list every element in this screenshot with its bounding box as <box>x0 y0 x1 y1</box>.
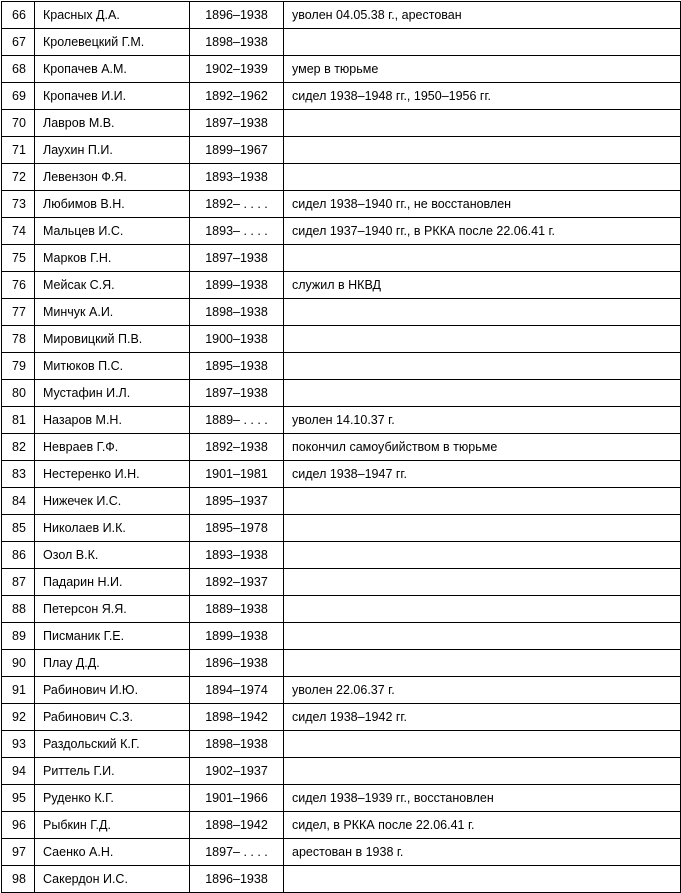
person-name-cell: Рабинович И.Ю. <box>35 677 190 704</box>
note-cell <box>284 731 681 758</box>
table-row <box>2 164 681 191</box>
note-cell: уволен 04.05.38 г., арестован <box>284 2 681 29</box>
life-years-cell: 1898–1942 <box>190 704 284 731</box>
row-number-cell: 91 <box>2 677 35 704</box>
note-cell: сидел 1938–1940 гг., не восстановлен <box>284 191 681 218</box>
person-name-cell: Митюков П.С. <box>35 353 190 380</box>
row-number-cell: 66 <box>2 2 35 29</box>
table-row <box>2 812 681 839</box>
table-row <box>2 866 681 893</box>
person-name-cell: Плау Д.Д. <box>35 650 190 677</box>
person-name-cell: Кропачев А.М. <box>35 56 190 83</box>
life-years-cell: 1897–1938 <box>190 380 284 407</box>
table-row <box>2 299 681 326</box>
note-cell: сидел 1938–1942 гг. <box>284 704 681 731</box>
row-number-cell: 74 <box>2 218 35 245</box>
life-years-cell: 1898–1938 <box>190 731 284 758</box>
table-row <box>2 353 681 380</box>
person-name-cell: Левензон Ф.Я. <box>35 164 190 191</box>
life-years-cell: 1899–1938 <box>190 272 284 299</box>
row-number-cell: 82 <box>2 434 35 461</box>
row-number-cell: 92 <box>2 704 35 731</box>
note-cell: умер в тюрьме <box>284 56 681 83</box>
table-body <box>2 2 681 893</box>
person-name-cell: Мейсак С.Я. <box>35 272 190 299</box>
person-name-cell: Мальцев И.С. <box>35 218 190 245</box>
note-cell: сидел 1938–1939 гг., восстановлен <box>284 785 681 812</box>
note-cell <box>284 542 681 569</box>
life-years-cell: 1892–1938 <box>190 434 284 461</box>
note-cell: сидел 1938–1947 гг. <box>284 461 681 488</box>
note-cell: сидел 1937–1940 гг., в РККА после 22.06.41 г. <box>284 218 681 245</box>
life-years-cell: 1893– . . . . <box>190 218 284 245</box>
note-cell: уволен 14.10.37 г. <box>284 407 681 434</box>
row-number-cell: 83 <box>2 461 35 488</box>
person-name-cell: Сакердон И.С. <box>35 866 190 893</box>
life-years-cell: 1896–1938 <box>190 2 284 29</box>
person-name-cell: Назаров М.Н. <box>35 407 190 434</box>
table-row <box>2 326 681 353</box>
person-name-cell: Николаев И.К. <box>35 515 190 542</box>
table-row <box>2 83 681 110</box>
row-number-cell: 72 <box>2 164 35 191</box>
life-years-cell: 1899–1938 <box>190 623 284 650</box>
table-row <box>2 515 681 542</box>
life-years-cell: 1896–1938 <box>190 866 284 893</box>
life-years-cell: 1892–1937 <box>190 569 284 596</box>
person-name-cell: Руденко К.Г. <box>35 785 190 812</box>
row-number-cell: 96 <box>2 812 35 839</box>
note-cell <box>284 29 681 56</box>
table-row <box>2 29 681 56</box>
table-row <box>2 731 681 758</box>
note-cell <box>284 596 681 623</box>
table-row <box>2 191 681 218</box>
row-number-cell: 85 <box>2 515 35 542</box>
life-years-cell: 1897– . . . . <box>190 839 284 866</box>
life-years-cell: 1898–1938 <box>190 299 284 326</box>
note-cell <box>284 623 681 650</box>
row-number-cell: 84 <box>2 488 35 515</box>
row-number-cell: 88 <box>2 596 35 623</box>
person-name-cell: Петерсон Я.Я. <box>35 596 190 623</box>
person-name-cell: Саенко А.Н. <box>35 839 190 866</box>
table-row <box>2 488 681 515</box>
note-cell: сидел 1938–1948 гг., 1950–1956 гг. <box>284 83 681 110</box>
table-row <box>2 542 681 569</box>
row-number-cell: 73 <box>2 191 35 218</box>
life-years-cell: 1902–1939 <box>190 56 284 83</box>
table-row <box>2 623 681 650</box>
note-cell <box>284 164 681 191</box>
row-number-cell: 68 <box>2 56 35 83</box>
person-name-cell: Нестеренко И.Н. <box>35 461 190 488</box>
table-row <box>2 758 681 785</box>
person-name-cell: Кропачев И.И. <box>35 83 190 110</box>
table-row <box>2 380 681 407</box>
life-years-cell: 1889– . . . . <box>190 407 284 434</box>
person-name-cell: Красных Д.А. <box>35 2 190 29</box>
person-name-cell: Риттель Г.И. <box>35 758 190 785</box>
note-cell <box>284 353 681 380</box>
life-years-cell: 1893–1938 <box>190 542 284 569</box>
note-cell: служил в НКВД <box>284 272 681 299</box>
person-name-cell: Нижечек И.С. <box>35 488 190 515</box>
note-cell <box>284 110 681 137</box>
note-cell <box>284 299 681 326</box>
note-cell <box>284 758 681 785</box>
table-row <box>2 137 681 164</box>
note-cell <box>284 326 681 353</box>
person-name-cell: Падарин Н.И. <box>35 569 190 596</box>
row-number-cell: 80 <box>2 380 35 407</box>
person-name-cell: Невраев Г.Ф. <box>35 434 190 461</box>
life-years-cell: 1889–1938 <box>190 596 284 623</box>
life-years-cell: 1895–1938 <box>190 353 284 380</box>
life-years-cell: 1902–1937 <box>190 758 284 785</box>
person-name-cell: Мировицкий П.В. <box>35 326 190 353</box>
table-row <box>2 785 681 812</box>
table-row <box>2 272 681 299</box>
note-cell <box>284 569 681 596</box>
row-number-cell: 89 <box>2 623 35 650</box>
person-name-cell: Минчук А.И. <box>35 299 190 326</box>
note-cell: арестован в 1938 г. <box>284 839 681 866</box>
person-name-cell: Озол В.К. <box>35 542 190 569</box>
row-number-cell: 78 <box>2 326 35 353</box>
table-row <box>2 704 681 731</box>
row-number-cell: 75 <box>2 245 35 272</box>
note-cell <box>284 866 681 893</box>
person-name-cell: Лаухин П.И. <box>35 137 190 164</box>
table-row <box>2 56 681 83</box>
life-years-cell: 1896–1938 <box>190 650 284 677</box>
life-years-cell: 1900–1938 <box>190 326 284 353</box>
life-years-cell: 1901–1966 <box>190 785 284 812</box>
row-number-cell: 98 <box>2 866 35 893</box>
note-cell <box>284 245 681 272</box>
life-years-cell: 1898–1938 <box>190 29 284 56</box>
person-name-cell: Рабинович С.З. <box>35 704 190 731</box>
row-number-cell: 67 <box>2 29 35 56</box>
table-row <box>2 407 681 434</box>
table-row <box>2 110 681 137</box>
row-number-cell: 77 <box>2 299 35 326</box>
life-years-cell: 1892–1962 <box>190 83 284 110</box>
row-number-cell: 97 <box>2 839 35 866</box>
person-name-cell: Мустафин И.Л. <box>35 380 190 407</box>
life-years-cell: 1895–1978 <box>190 515 284 542</box>
personnel-table <box>1 1 681 893</box>
table-row <box>2 461 681 488</box>
note-cell <box>284 488 681 515</box>
table-row <box>2 677 681 704</box>
table-row <box>2 839 681 866</box>
note-cell <box>284 515 681 542</box>
table-row <box>2 2 681 29</box>
person-name-cell: Кролевецкий Г.М. <box>35 29 190 56</box>
row-number-cell: 94 <box>2 758 35 785</box>
person-name-cell: Марков Г.Н. <box>35 245 190 272</box>
table-row <box>2 650 681 677</box>
row-number-cell: 93 <box>2 731 35 758</box>
table-row <box>2 596 681 623</box>
table-row <box>2 245 681 272</box>
person-name-cell: Рыбкин Г.Д. <box>35 812 190 839</box>
person-name-cell: Лавров М.В. <box>35 110 190 137</box>
row-number-cell: 90 <box>2 650 35 677</box>
row-number-cell: 95 <box>2 785 35 812</box>
note-cell <box>284 650 681 677</box>
row-number-cell: 87 <box>2 569 35 596</box>
note-cell: покончил самоубийством в тюрьме <box>284 434 681 461</box>
life-years-cell: 1901–1981 <box>190 461 284 488</box>
life-years-cell: 1897–1938 <box>190 245 284 272</box>
note-cell <box>284 137 681 164</box>
person-name-cell: Раздольский К.Г. <box>35 731 190 758</box>
table-row <box>2 218 681 245</box>
row-number-cell: 69 <box>2 83 35 110</box>
table-row <box>2 434 681 461</box>
row-number-cell: 76 <box>2 272 35 299</box>
person-name-cell: Писманик Г.Е. <box>35 623 190 650</box>
row-number-cell: 81 <box>2 407 35 434</box>
life-years-cell: 1893–1938 <box>190 164 284 191</box>
table-row <box>2 569 681 596</box>
life-years-cell: 1895–1937 <box>190 488 284 515</box>
person-name-cell: Любимов В.Н. <box>35 191 190 218</box>
note-cell: сидел, в РККА после 22.06.41 г. <box>284 812 681 839</box>
row-number-cell: 70 <box>2 110 35 137</box>
row-number-cell: 79 <box>2 353 35 380</box>
life-years-cell: 1899–1967 <box>190 137 284 164</box>
life-years-cell: 1897–1938 <box>190 110 284 137</box>
note-cell: уволен 22.06.37 г. <box>284 677 681 704</box>
life-years-cell: 1892– . . . . <box>190 191 284 218</box>
row-number-cell: 86 <box>2 542 35 569</box>
life-years-cell: 1894–1974 <box>190 677 284 704</box>
row-number-cell: 71 <box>2 137 35 164</box>
note-cell <box>284 380 681 407</box>
life-years-cell: 1898–1942 <box>190 812 284 839</box>
